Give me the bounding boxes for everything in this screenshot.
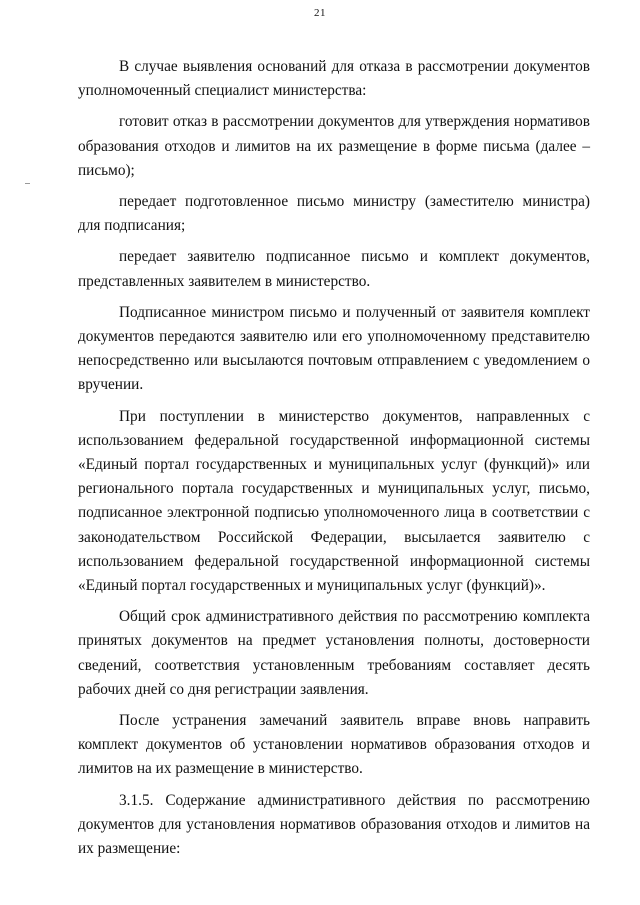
page-number: 21 [314, 7, 326, 19]
paragraph-electronic-submission: При поступлении в министерство документов, направленных с использованием федеральной государственной информационной системы «Единый портал государственных и муниципальных услуг (функций)» или регионального портала государственных и муниципальных услуг, письмо, подписанное электронной подписью уполномоченного лица в соответствии с законодательством Российской Федерации, высылается заявителю с использованием федеральной государственной информационной системы «Единый портал государственных и муниципальных услуг (функций)». [78, 407, 590, 595]
paragraph-resubmission: После устранения замечаний заявитель вправе вновь направить комплект документов об установлении нормативов образования отходов и лимитов на их размещение в министерство. [78, 712, 590, 778]
paragraph-refusal-grounds: В случае выявления оснований для отказа в рассмотрении документов уполномоченный специалист министерства: [78, 58, 590, 100]
paragraph-total-term: Общий срок административного действия по рассмотрению комплекта принятых документов на предмет установления полноты, достоверности сведений, соответствия установленным требованиям составляет десять рабочих дней со дня регистрации заявления. [78, 608, 590, 698]
paragraph-pass-to-applicant: передает заявителю подписанное письмо и комплект документов, представленных заявителем в министерство. [78, 248, 590, 290]
document-body [78, 55, 590, 861]
paragraph-pass-to-minister: передает подготовленное письмо министру (заместителю министра) для подписания; [78, 193, 590, 235]
paragraph-signed-letter: Подписанное министром письмо и полученный от заявителя комплект документов передаются заявителю или его уполномоченному представителю непосредственно или высылаются почтовым отправлением с уведомлением о вручении. [78, 303, 590, 394]
paragraph-section-3-1-5: 3.1.5. Содержание административного действия по рассмотрению документов для установления нормативов образования отходов и лимитов на их размещение: [78, 791, 590, 858]
margin-mark [25, 183, 30, 184]
paragraph-prepare-refusal: готовит отказ в рассмотрении документов для утверждения нормативов образования отходов и лимитов на их размещение в форме письма (далее – письмо); [78, 113, 590, 179]
